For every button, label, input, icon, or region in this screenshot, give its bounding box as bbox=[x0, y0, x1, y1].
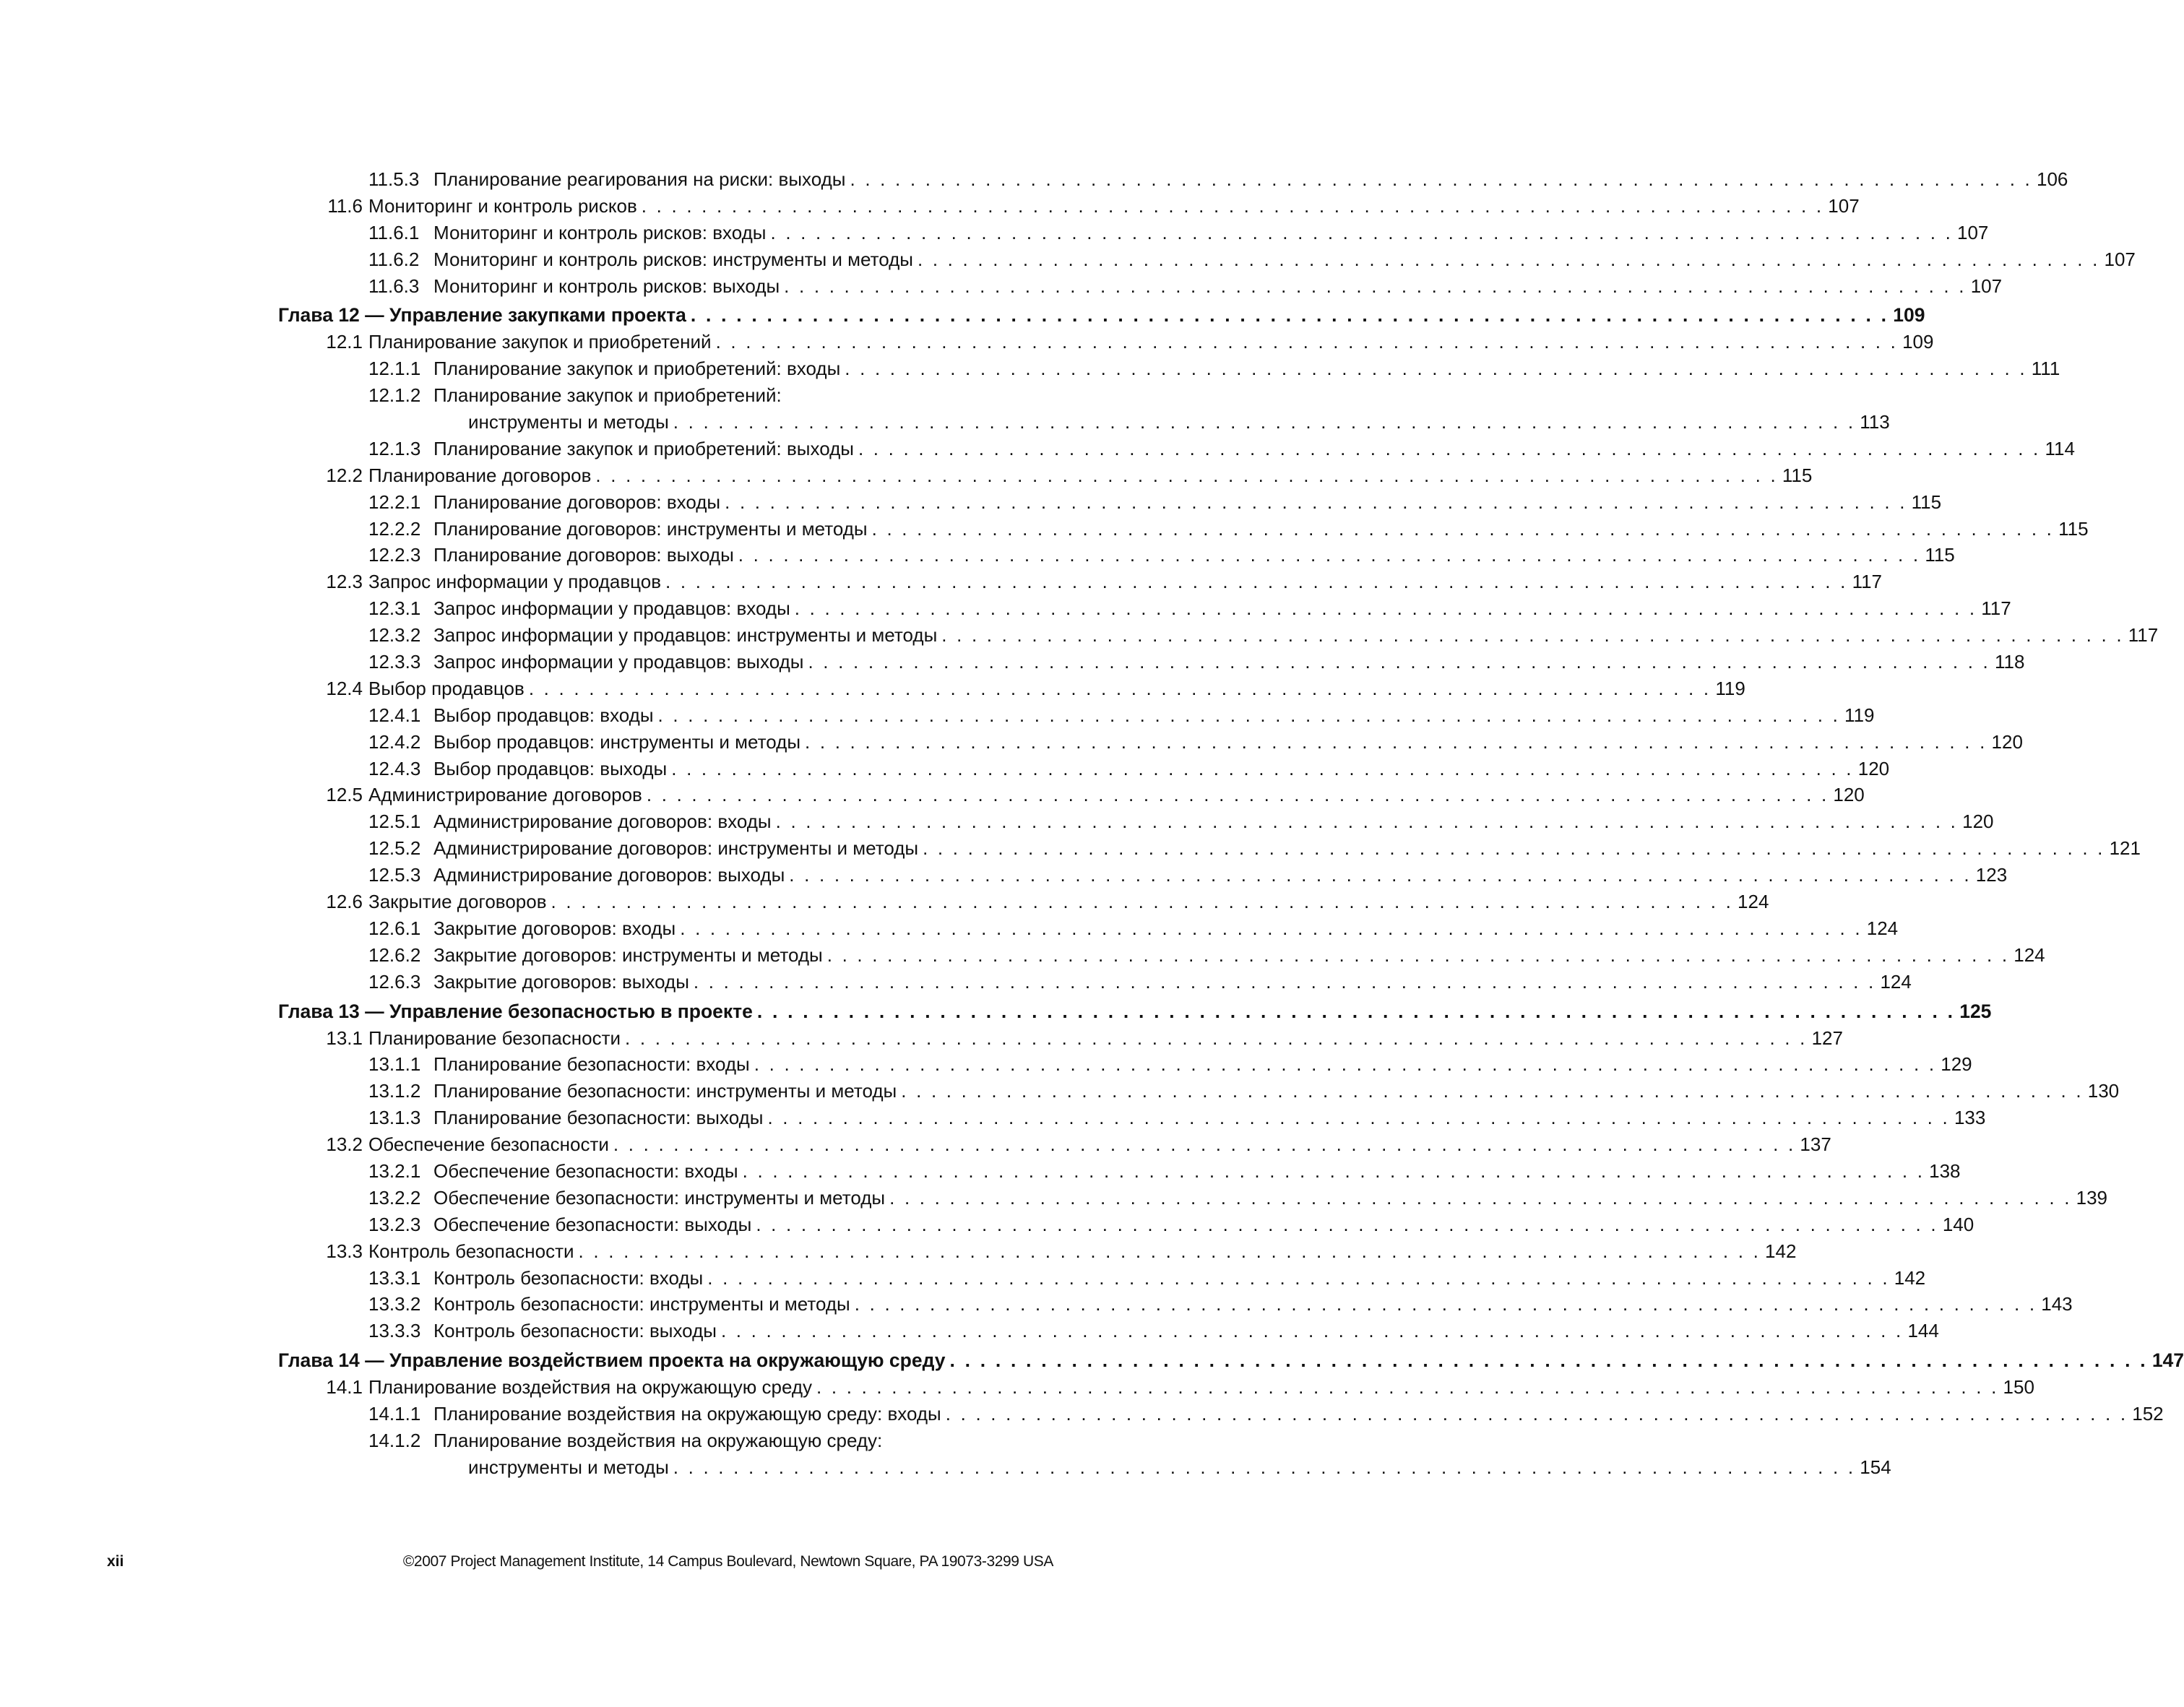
table-of-contents bbox=[278, 166, 2184, 1481]
leader-dots: . . . . . . . . . . . . . . . . . . . . . . . . . . . . . . . . . . . . . . . . . . . . . . . . . . . . . . . . . . . . . . . . . . . . . . . . . . . . . . . bbox=[671, 757, 1854, 779]
entry-number: 12.2 bbox=[326, 464, 363, 486]
leader-dots: . . . . . . . . . . . . . . . . . . . . . . . . . . . . . . . . . . . . . . . . . . . . . . . . . . . . . . . . . . . . . . . . . . . . . . . . . . . . . . . bbox=[858, 437, 2041, 459]
page-number: 138 bbox=[1929, 1159, 1961, 1182]
page-number: 109 bbox=[1902, 331, 1934, 353]
toc-subsection-entry[interactable] bbox=[278, 436, 2075, 462]
page-number: 111 bbox=[2031, 358, 2060, 380]
toc-section-entry[interactable] bbox=[278, 569, 1883, 595]
entry-title: Мониторинг и контроль рисков: инструменты и методы bbox=[433, 248, 913, 270]
entry-title: Запрос информации у продавцов bbox=[368, 571, 662, 593]
toc-section-entry[interactable] bbox=[278, 329, 1934, 355]
entry-number: 12.6 bbox=[326, 891, 363, 913]
page-number: 140 bbox=[1942, 1213, 1974, 1235]
entry-title: Планирование договоров: выходы bbox=[433, 544, 734, 566]
entry-title: Выбор продавцов: выходы bbox=[433, 757, 668, 779]
leader-dots: . . . . . . . . . . . . . . . . . . . . . . . . . . . . . . . . . . . . . . . . . . . . . . . . . . . . . . . . . . . . . . . . . . . . . . . . . . . . . . . bbox=[673, 1456, 1856, 1478]
entry-title: Планирование закупок и приобретений: выходы bbox=[433, 437, 854, 459]
page-number: 150 bbox=[2003, 1376, 2034, 1399]
leader-dots: . . . . . . . . . . . . . . . . . . . . . . . . . . . . . . . . . . . . . . . . . . . . . . . . . . . . . . . . . . . . . . . . . . . . . . . . . . . . . . . bbox=[794, 597, 1977, 620]
toc-subsection-entry[interactable] bbox=[278, 1158, 1961, 1185]
page-number: 119 bbox=[1844, 704, 1875, 726]
entry-number: 12.2.2 bbox=[368, 517, 421, 540]
toc-subsection-entry[interactable] bbox=[278, 246, 2136, 273]
entry-number: 13.2.1 bbox=[368, 1159, 421, 1182]
leader-dots: . . . . . . . . . . . . . . . . . . . . . . . . . . . . . . . . . . . . . . . . . . . . . . . . . . . . . . . . . . . . . . . . . . . . . . . . . . . . . . . bbox=[528, 677, 1712, 699]
entry-title: Контроль безопасности: входы bbox=[433, 1266, 704, 1289]
entry-title: Планирование договоров: инструменты и методы bbox=[433, 517, 868, 540]
entry-title: Планирование договоров bbox=[368, 464, 592, 486]
entry-number: 12.6.1 bbox=[368, 917, 421, 939]
entry-number: 14.1.2 bbox=[368, 1429, 421, 1451]
leader-dots: . . . . . . . . . . . . . . . . . . . . . . . . . . . . . . . . . . . . . . . . . . . . . . . . . . . . . . . . . . . . . . . . . . . . . . . . . . . . . . . bbox=[767, 1107, 1950, 1129]
page-number: 114 bbox=[2045, 437, 2075, 459]
page-number: 124 bbox=[2013, 943, 2045, 966]
entry-number: 12.4.3 bbox=[368, 757, 421, 779]
entry-number: 13.3 bbox=[326, 1240, 363, 1262]
page-number: 107 bbox=[1970, 275, 2003, 297]
page-number: 120 bbox=[1991, 730, 2023, 753]
entry-title: Администрирование договоров: инструменты и методы bbox=[433, 837, 919, 860]
leader-dots: . . . . . . . . . . . . . . . . . . . . . . . . . . . . . . . . . . . . . . . . . . . . . . . . . . . . . . . . . . . . . . . . . . . . . . . . . . . . . . . bbox=[715, 331, 1899, 353]
page-number: 125 bbox=[1959, 1000, 1992, 1022]
entry-title: Планирование воздействия на окружающую среду bbox=[368, 1376, 813, 1399]
entry-title: Администрирование договоров: выходы bbox=[433, 864, 785, 886]
page-number: 129 bbox=[1941, 1053, 1972, 1076]
page-number: 107 bbox=[2104, 248, 2136, 270]
leader-dots: . . . . . . . . . . . . . . . . . . . . . . . . . . . . . . . . . . . . . . . . . . . . . . . . . . . . . . . . . . . . . . . . . . . . . . . . . . . . . . . bbox=[665, 571, 1848, 593]
entry-number: 13.1.1 bbox=[368, 1053, 421, 1076]
entry-title: Планирование воздействия на окружающую среду: bbox=[433, 1429, 883, 1451]
entry-title: Закрытие договоров bbox=[368, 891, 547, 913]
page-number: 107 bbox=[1828, 194, 1860, 217]
page-number: 120 bbox=[1962, 811, 1994, 833]
entry-title: Планирование закупок и приобретений: входы bbox=[433, 358, 841, 380]
page-number: 121 bbox=[2109, 837, 2141, 860]
entry-title: Выбор продавцов: инструменты и методы bbox=[433, 730, 801, 753]
entry-number: 11.6.3 bbox=[368, 275, 420, 297]
entry-title: инструменты и методы bbox=[468, 411, 669, 433]
toc-subsection-entry[interactable] bbox=[278, 1211, 1974, 1238]
leader-dots: . . . . . . . . . . . . . . . . . . . . . . . . . . . . . . . . . . . . . . . . . . . . . . . . . . . . . . . . . . . . . . . . . . . . . . . . . . . . . . . bbox=[871, 517, 2055, 540]
leader-dots: . . . . . . . . . . . . . . . . . . . . . . . . . . . . . . . . . . . . . . . . . . . . . . . . . . . . . . . . . . . . . . . . . . . . . . . . . . . . . . . bbox=[808, 651, 1990, 673]
entry-title: Глава 12 — Управление закупками проекта bbox=[278, 304, 686, 327]
toc-section-entry[interactable] bbox=[278, 889, 1769, 915]
toc-chapter-entry[interactable] bbox=[278, 998, 1992, 1025]
toc-subsection-entry[interactable] bbox=[278, 702, 1875, 729]
page-number: 109 bbox=[1893, 304, 1925, 327]
toc-chapter-entry[interactable] bbox=[278, 1347, 2184, 1374]
entry-title: Выбор продавцов: входы bbox=[433, 704, 654, 726]
toc-subsection-entry[interactable] bbox=[278, 756, 1890, 782]
entry-number-cell bbox=[278, 1025, 368, 1052]
entry-number-cell bbox=[278, 889, 368, 915]
entry-title: инструменты и методы bbox=[468, 1456, 669, 1478]
toc-subsection-entry[interactable] bbox=[278, 516, 2089, 543]
toc-section-entry[interactable] bbox=[278, 1131, 1831, 1158]
entry-number: 12.4.2 bbox=[368, 730, 421, 753]
page-number: 124 bbox=[1880, 970, 1912, 993]
entry-number: 12.3.1 bbox=[368, 597, 421, 620]
leader-dots: . . . . . . . . . . . . . . . . . . . . . . . . . . . . . . . . . . . . . . . . . . . . . . . . . . . . . . . . . . . . . . . . . . . . . . . . . . . . . . . bbox=[690, 304, 1889, 327]
entry-title: Мониторинг и контроль рисков bbox=[368, 194, 637, 217]
leader-dots: . . . . . . . . . . . . . . . . . . . . . . . . . . . . . . . . . . . . . . . . . . . . . . . . . . . . . . . . . . . . . . . . . . . . . . . . . . . . . . . bbox=[707, 1266, 1890, 1289]
entry-number: 12.5 bbox=[326, 784, 363, 806]
toc-subsection-entry[interactable] bbox=[278, 355, 2060, 382]
entry-title: Администрирование договоров: входы bbox=[433, 811, 772, 833]
leader-dots: . . . . . . . . . . . . . . . . . . . . . . . . . . . . . . . . . . . . . . . . . . . . . . . . . . . . . . . . . . . . . . . . . . . . . . . . . . . . . . . bbox=[850, 168, 2032, 190]
entry-number-cell bbox=[278, 1238, 368, 1265]
entry-title: Планирование закупок и приобретений bbox=[368, 331, 712, 353]
page-number: 113 bbox=[1860, 411, 1890, 433]
entry-number: 11.6.2 bbox=[368, 248, 420, 270]
entry-title: Администрирование договоров bbox=[368, 784, 642, 806]
toc-section-entry[interactable] bbox=[278, 1238, 1797, 1265]
entry-number-cell bbox=[278, 1374, 368, 1401]
entry-title: Планирование безопасности: выходы bbox=[433, 1107, 764, 1129]
page-number: 143 bbox=[2041, 1293, 2073, 1315]
entry-title: Мониторинг и контроль рисков: входы bbox=[433, 221, 767, 243]
leader-dots: . . . . . . . . . . . . . . . . . . . . . . . . . . . . . . . . . . . . . . . . . . . . . . . . . . . . . . . . . . . . . . . . . . . . . . . . . . . . . . . bbox=[693, 970, 1876, 993]
entry-number: 12.1.3 bbox=[368, 437, 421, 459]
entry-number: 12.5.3 bbox=[368, 864, 421, 886]
entry-number: 12.3.3 bbox=[368, 651, 421, 673]
leader-dots: . . . . . . . . . . . . . . . . . . . . . . . . . . . . . . . . . . . . . . . . . . . . . . . . . . . . . . . . . . . . . . . . . . . . . . . . . . . . . . . bbox=[917, 248, 2100, 270]
entry-number: 13.1.2 bbox=[368, 1080, 421, 1102]
toc-section-entry[interactable] bbox=[278, 675, 1745, 702]
entry-number-cell bbox=[278, 329, 368, 355]
page-number: 127 bbox=[1811, 1027, 1843, 1049]
leader-dots: . . . . . . . . . . . . . . . . . . . . . . . . . . . . . . . . . . . . . . . . . . . . . . . . . . . . . . . . . . . . . . . . . . . . . . . . . . . . . . . bbox=[657, 704, 1841, 726]
entry-title: Закрытие договоров: выходы bbox=[433, 970, 689, 993]
page-number: 124 bbox=[1738, 891, 1769, 913]
entry-number: 13.2.2 bbox=[368, 1186, 421, 1209]
entry-title: Запрос информации у продавцов: инструменты и методы bbox=[433, 624, 938, 647]
entry-number: 13.1 bbox=[326, 1027, 363, 1049]
entry-number-cell bbox=[278, 675, 368, 702]
entry-number: 14.1.1 bbox=[368, 1402, 421, 1425]
leader-dots: . . . . . . . . . . . . . . . . . . . . . . . . . . . . . . . . . . . . . . . . . . . . . . . . . . . . . . . . . . . . . . . . . . . . . . . . . . . . . . . bbox=[854, 1293, 2037, 1315]
entry-number: 12.4 bbox=[326, 677, 363, 699]
entry-title: Контроль безопасности: выходы bbox=[433, 1320, 717, 1342]
leader-dots: . . . . . . . . . . . . . . . . . . . . . . . . . . . . . . . . . . . . . . . . . . . . . . . . . . . . . . . . . . . . . . . . . . . . . . . . . . . . . . . bbox=[770, 221, 1953, 243]
entry-title: Контроль безопасности bbox=[368, 1240, 574, 1262]
toc-subsection-entry[interactable] bbox=[278, 1051, 1972, 1078]
page-number: 124 bbox=[1866, 917, 1899, 939]
entry-number: 12.5.1 bbox=[368, 811, 421, 833]
leader-dots: . . . . . . . . . . . . . . . . . . . . . . . . . . . . . . . . . . . . . . . . . . . . . . . . . . . . . . . . . . . . . . . . . . . . . . . . . . . . . . . bbox=[784, 275, 1967, 297]
toc-subsection-entry[interactable] bbox=[278, 835, 2141, 862]
entry-number: 12.2.1 bbox=[368, 491, 421, 513]
leader-dots: . . . . . . . . . . . . . . . . . . . . . . . . . . . . . . . . . . . . . . . . . . . . . . . . . . . . . . . . . . . . . . . . . . . . . . . . . . . . . . . bbox=[805, 730, 1987, 753]
toc-section-entry[interactable] bbox=[278, 462, 1813, 489]
entry-number: 12.1.2 bbox=[368, 384, 421, 407]
leader-dots: . . . . . . . . . . . . . . . . . . . . . . . . . . . . . . . . . . . . . . . . . . . . . . . . . . . . . . . . . . . . . . . . . . . . . . . . . . . . . . . bbox=[756, 1213, 1938, 1235]
page-number: 139 bbox=[2076, 1186, 2108, 1209]
toc-subsection-entry[interactable] bbox=[278, 220, 1989, 246]
entry-number: 13.2 bbox=[326, 1133, 363, 1156]
entry-title: Выбор продавцов bbox=[368, 677, 525, 699]
entry-title: Закрытие договоров: входы bbox=[433, 917, 676, 939]
leader-dots: . . . . . . . . . . . . . . . . . . . . . . . . . . . . . . . . . . . . . . . . . . . . . . . . . . . . . . . . . . . . . . . . . . . . . . . . . . . . . . . bbox=[595, 464, 1778, 486]
toc-section-entry[interactable] bbox=[278, 193, 1860, 220]
page-number: 142 bbox=[1765, 1240, 1797, 1262]
page-number: 115 bbox=[1911, 491, 1942, 513]
entry-title: Планирование безопасности: инструменты и методы bbox=[433, 1080, 897, 1102]
page-number: 107 bbox=[1957, 221, 1989, 243]
entry-number: 13.3.1 bbox=[368, 1266, 421, 1289]
entry-number-cell bbox=[278, 193, 368, 220]
page-number: 115 bbox=[1925, 544, 1955, 566]
entry-title: Планирование безопасности bbox=[368, 1027, 621, 1049]
copyright-notice: ©2007 Project Management Institute, 14 Campus Boulevard, Newtown Square, PA 19073-3299 USA bbox=[402, 1553, 1053, 1570]
entry-number-cell bbox=[278, 1131, 368, 1158]
toc-subsection-entry[interactable] bbox=[278, 1427, 1053, 1454]
entry-number: 12.1.1 bbox=[368, 358, 421, 380]
page-number: 137 bbox=[1800, 1133, 1831, 1156]
entry-number: 12.1 bbox=[326, 331, 363, 353]
entry-number-cell bbox=[278, 782, 368, 808]
entry-title: Обеспечение безопасности: выходы bbox=[433, 1213, 752, 1235]
leader-dots: . . . . . . . . . . . . . . . . . . . . . . . . . . . . . . . . . . . . . . . . . . . . . . . . . . . . . . . . . . . . . . . . . . . . . . . . . . . . . . . bbox=[889, 1186, 2072, 1209]
leader-dots: . . . . . . . . . . . . . . . . . . . . . . . . . . . . . . . . . . . . . . . . . . . . . . . . . . . . . . . . . . . . . . . . . . . . . . . . . . . . . . . bbox=[754, 1053, 1937, 1076]
entry-title: Глава 14 — Управление воздействием проекта на окружающую среду bbox=[278, 1349, 946, 1372]
entry-title: Планирование договоров: входы bbox=[433, 491, 721, 513]
toc-chapter-entry[interactable] bbox=[278, 302, 1925, 329]
page-number: 120 bbox=[1857, 757, 1890, 779]
entry-number: 12.2.3 bbox=[368, 544, 421, 566]
entry-title: Планирование воздействия на окружающую среду: входы bbox=[433, 1402, 941, 1425]
leader-dots: . . . . . . . . . . . . . . . . . . . . . . . . . . . . . . . . . . . . . . . . . . . . . . . . . . . . . . . . . . . . . . . . . . . . . . . . . . . . . . . bbox=[945, 1402, 2128, 1425]
leader-dots: . . . . . . . . . . . . . . . . . . . . . . . . . . . . . . . . . . . . . . . . . . . . . . . . . . . . . . . . . . . . . . . . . . . . . . . . . . . . . . . bbox=[923, 837, 2105, 860]
page-number: 144 bbox=[1907, 1320, 1939, 1342]
leader-dots: . . . . . . . . . . . . . . . . . . . . . . . . . . . . . . . . . . . . . . . . . . . . . . . . . . . . . . . . . . . . . . . . . . . . . . . . . . . . . . . bbox=[845, 358, 2027, 380]
entry-title: Глава 13 — Управление безопасностью в проекте bbox=[278, 1000, 753, 1022]
leader-dots: . . . . . . . . . . . . . . . . . . . . . . . . . . . . . . . . . . . . . . . . . . . . . . . . . . . . . . . . . . . . . . . . . . . . . . . . . . . . . . . bbox=[725, 491, 1907, 513]
entry-title: Планирование реагирования на риски: выходы bbox=[433, 168, 846, 190]
toc-continuation-line[interactable] bbox=[278, 409, 1890, 436]
toc-subsection-entry[interactable] bbox=[278, 969, 1912, 995]
toc-subsection-entry[interactable] bbox=[278, 1185, 2108, 1211]
toc-subsection-entry[interactable] bbox=[278, 489, 1942, 516]
leader-dots: . . . . . . . . . . . . . . . . . . . . . . . . . . . . . . . . . . . . . . . . . . . . . . . . . . . . . . . . . . . . . . . . . . . . . . . . . . . . . . . bbox=[949, 1349, 2148, 1372]
entry-number: 12.3 bbox=[326, 571, 363, 593]
entry-number: 12.5.2 bbox=[368, 837, 421, 860]
entry-title: Запрос информации у продавцов: выходы bbox=[433, 651, 804, 673]
entry-number: 13.1.3 bbox=[368, 1107, 421, 1129]
leader-dots: . . . . . . . . . . . . . . . . . . . . . . . . . . . . . . . . . . . . . . . . . . . . . . . . . . . . . . . . . . . . . . . . . . . . . . . . . . . . . . . bbox=[551, 891, 1734, 913]
page-footer bbox=[107, 1553, 1053, 1570]
entry-number: 13.3.3 bbox=[368, 1320, 421, 1342]
page-number: 117 bbox=[1852, 571, 1883, 593]
leader-dots: . . . . . . . . . . . . . . . . . . . . . . . . . . . . . . . . . . . . . . . . . . . . . . . . . . . . . . . . . . . . . . . . . . . . . . . . . . . . . . . bbox=[775, 811, 1959, 833]
entry-title: Обеспечение безопасности: инструменты и методы bbox=[433, 1186, 886, 1209]
toc-subsection-entry[interactable] bbox=[278, 622, 2159, 649]
entry-number: 13.2.3 bbox=[368, 1213, 421, 1235]
toc-subsection-entry[interactable] bbox=[278, 915, 1899, 942]
leader-dots: . . . . . . . . . . . . . . . . . . . . . . . . . . . . . . . . . . . . . . . . . . . . . . . . . . . . . . . . . . . . . . . . . . . . . . . . . . . . . . . bbox=[625, 1027, 1808, 1049]
leader-dots: . . . . . . . . . . . . . . . . . . . . . . . . . . . . . . . . . . . . . . . . . . . . . . . . . . . . . . . . . . . . . . . . . . . . . . . . . . . . . . . bbox=[816, 1376, 1999, 1399]
entry-number: 12.4.1 bbox=[368, 704, 421, 726]
entry-title: Контроль безопасности: инструменты и методы bbox=[433, 1293, 850, 1315]
leader-dots: . . . . . . . . . . . . . . . . . . . . . . . . . . . . . . . . . . . . . . . . . . . . . . . . . . . . . . . . . . . . . . . . . . . . . . . . . . . . . . . bbox=[742, 1159, 1925, 1182]
entry-number: 12.6.3 bbox=[368, 970, 421, 993]
entry-title: Обеспечение безопасности: входы bbox=[433, 1159, 738, 1182]
page-number: 147 bbox=[2151, 1349, 2184, 1372]
toc-subsection-entry[interactable] bbox=[278, 542, 1955, 569]
entry-number: 14.1 bbox=[326, 1376, 363, 1399]
page-number: 152 bbox=[2132, 1402, 2164, 1425]
toc-subsection-entry[interactable] bbox=[278, 595, 2011, 622]
page-number: 142 bbox=[1894, 1266, 1926, 1289]
leader-dots: . . . . . . . . . . . . . . . . . . . . . . . . . . . . . . . . . . . . . . . . . . . . . . . . . . . . . . . . . . . . . . . . . . . . . . . . . . . . . . . bbox=[738, 544, 1921, 566]
leader-dots: . . . . . . . . . . . . . . . . . . . . . . . . . . . . . . . . . . . . . . . . . . . . . . . . . . . . . . . . . . . . . . . . . . . . . . . . . . . . . . . bbox=[826, 943, 2010, 966]
entry-number-cell bbox=[278, 569, 368, 595]
page-number: 115 bbox=[2058, 517, 2089, 540]
leader-dots: . . . . . . . . . . . . . . . . . . . . . . . . . . . . . . . . . . . . . . . . . . . . . . . . . . . . . . . . . . . . . . . . . . . . . . . . . . . . . . . bbox=[901, 1080, 2084, 1102]
toc-subsection-entry[interactable] bbox=[278, 649, 2025, 675]
toc-subsection-entry[interactable] bbox=[278, 1265, 1926, 1292]
entry-number: 13.3.2 bbox=[368, 1293, 421, 1315]
entry-number: 12.6.2 bbox=[368, 943, 421, 966]
leader-dots: . . . . . . . . . . . . . . . . . . . . . . . . . . . . . . . . . . . . . . . . . . . . . . . . . . . . . . . . . . . . . . . . . . . . . . . . . . . . . . . bbox=[578, 1240, 1761, 1262]
toc-subsection-entry[interactable] bbox=[278, 1401, 2164, 1427]
page-number: 123 bbox=[1975, 864, 2008, 886]
entry-number: 12.3.2 bbox=[368, 624, 421, 647]
leader-dots: . . . . . . . . . . . . . . . . . . . . . . . . . . . . . . . . . . . . . . . . . . . . . . . . . . . . . . . . . . . . . . . . . . . . . . . . . . . . . . . bbox=[720, 1320, 1904, 1342]
toc-subsection-entry[interactable] bbox=[278, 166, 2068, 193]
toc-continuation-line[interactable] bbox=[278, 1454, 1891, 1481]
toc-subsection-entry[interactable] bbox=[278, 1291, 2073, 1318]
toc-section-entry[interactable] bbox=[278, 1374, 2034, 1401]
toc-subsection-entry[interactable] bbox=[278, 1078, 2120, 1105]
page-number: 130 bbox=[2087, 1080, 2120, 1102]
leader-dots: . . . . . . . . . . . . . . . . . . . . . . . . . . . . . . . . . . . . . . . . . . . . . . . . . . . . . . . . . . . . . . . . . . . . . . . . . . . . . . . bbox=[641, 194, 1824, 217]
page-number: 133 bbox=[1954, 1107, 1986, 1129]
toc-section-entry[interactable] bbox=[278, 1025, 1843, 1052]
toc-subsection-entry[interactable] bbox=[278, 729, 2023, 756]
entry-number: 11.6.1 bbox=[368, 221, 420, 243]
toc-subsection-entry[interactable] bbox=[278, 1105, 1986, 1131]
page-number: 119 bbox=[1715, 677, 1745, 699]
toc-section-entry[interactable] bbox=[278, 782, 1865, 808]
toc-subsection-entry[interactable] bbox=[278, 862, 2008, 889]
page-number: 120 bbox=[1833, 784, 1865, 806]
entry-title: Закрытие договоров: инструменты и методы bbox=[433, 943, 823, 966]
entry-title: Планирование закупок и приобретений: bbox=[433, 384, 782, 407]
page-number: 154 bbox=[1860, 1456, 1891, 1478]
entry-title: Мониторинг и контроль рисков: выходы bbox=[433, 275, 780, 297]
toc-subsection-entry[interactable] bbox=[278, 1318, 1939, 1344]
page-folio: xii bbox=[107, 1553, 124, 1570]
entry-number: 11.5.3 bbox=[368, 168, 420, 190]
leader-dots: . . . . . . . . . . . . . . . . . . . . . . . . . . . . . . . . . . . . . . . . . . . . . . . . . . . . . . . . . . . . . . . . . . . . . . . . . . . . . . . bbox=[941, 624, 2124, 647]
entry-title: Обеспечение безопасности bbox=[368, 1133, 609, 1156]
leader-dots: . . . . . . . . . . . . . . . . . . . . . . . . . . . . . . . . . . . . . . . . . . . . . . . . . . . . . . . . . . . . . . . . . . . . . . . . . . . . . . . bbox=[680, 917, 1863, 939]
page-number: 106 bbox=[2036, 168, 2068, 190]
page-number: 115 bbox=[1782, 464, 1813, 486]
toc-subsection-entry[interactable] bbox=[278, 382, 1053, 409]
leader-dots: . . . . . . . . . . . . . . . . . . . . . . . . . . . . . . . . . . . . . . . . . . . . . . . . . . . . . . . . . . . . . . . . . . . . . . . . . . . . . . . bbox=[789, 864, 1972, 886]
entry-number-cell bbox=[278, 462, 368, 489]
leader-dots: . . . . . . . . . . . . . . . . . . . . . . . . . . . . . . . . . . . . . . . . . . . . . . . . . . . . . . . . . . . . . . . . . . . . . . . . . . . . . . . bbox=[673, 411, 1856, 433]
entry-title: Запрос информации у продавцов: входы bbox=[433, 597, 790, 620]
entry-title: Планирование безопасности: входы bbox=[433, 1053, 750, 1076]
entry-number: 11.6 bbox=[327, 194, 363, 217]
toc-subsection-entry[interactable] bbox=[278, 942, 2045, 969]
page-number: 117 bbox=[2128, 624, 2159, 647]
toc-subsection-entry[interactable] bbox=[278, 273, 2003, 300]
leader-dots: . . . . . . . . . . . . . . . . . . . . . . . . . . . . . . . . . . . . . . . . . . . . . . . . . . . . . . . . . . . . . . . . . . . . . . . . . . . . . . . bbox=[613, 1133, 1796, 1156]
page-number: 118 bbox=[1994, 651, 2025, 673]
leader-dots: . . . . . . . . . . . . . . . . . . . . . . . . . . . . . . . . . . . . . . . . . . . . . . . . . . . . . . . . . . . . . . . . . . . . . . . . . . . . . . . bbox=[646, 784, 1829, 806]
leader-dots: . . . . . . . . . . . . . . . . . . . . . . . . . . . . . . . . . . . . . . . . . . . . . . . . . . . . . . . . . . . . . . . . . . . . . . . . . . . . . . . bbox=[756, 1000, 1956, 1022]
toc-subsection-entry[interactable] bbox=[278, 808, 1994, 835]
page-number: 117 bbox=[1981, 597, 2011, 620]
